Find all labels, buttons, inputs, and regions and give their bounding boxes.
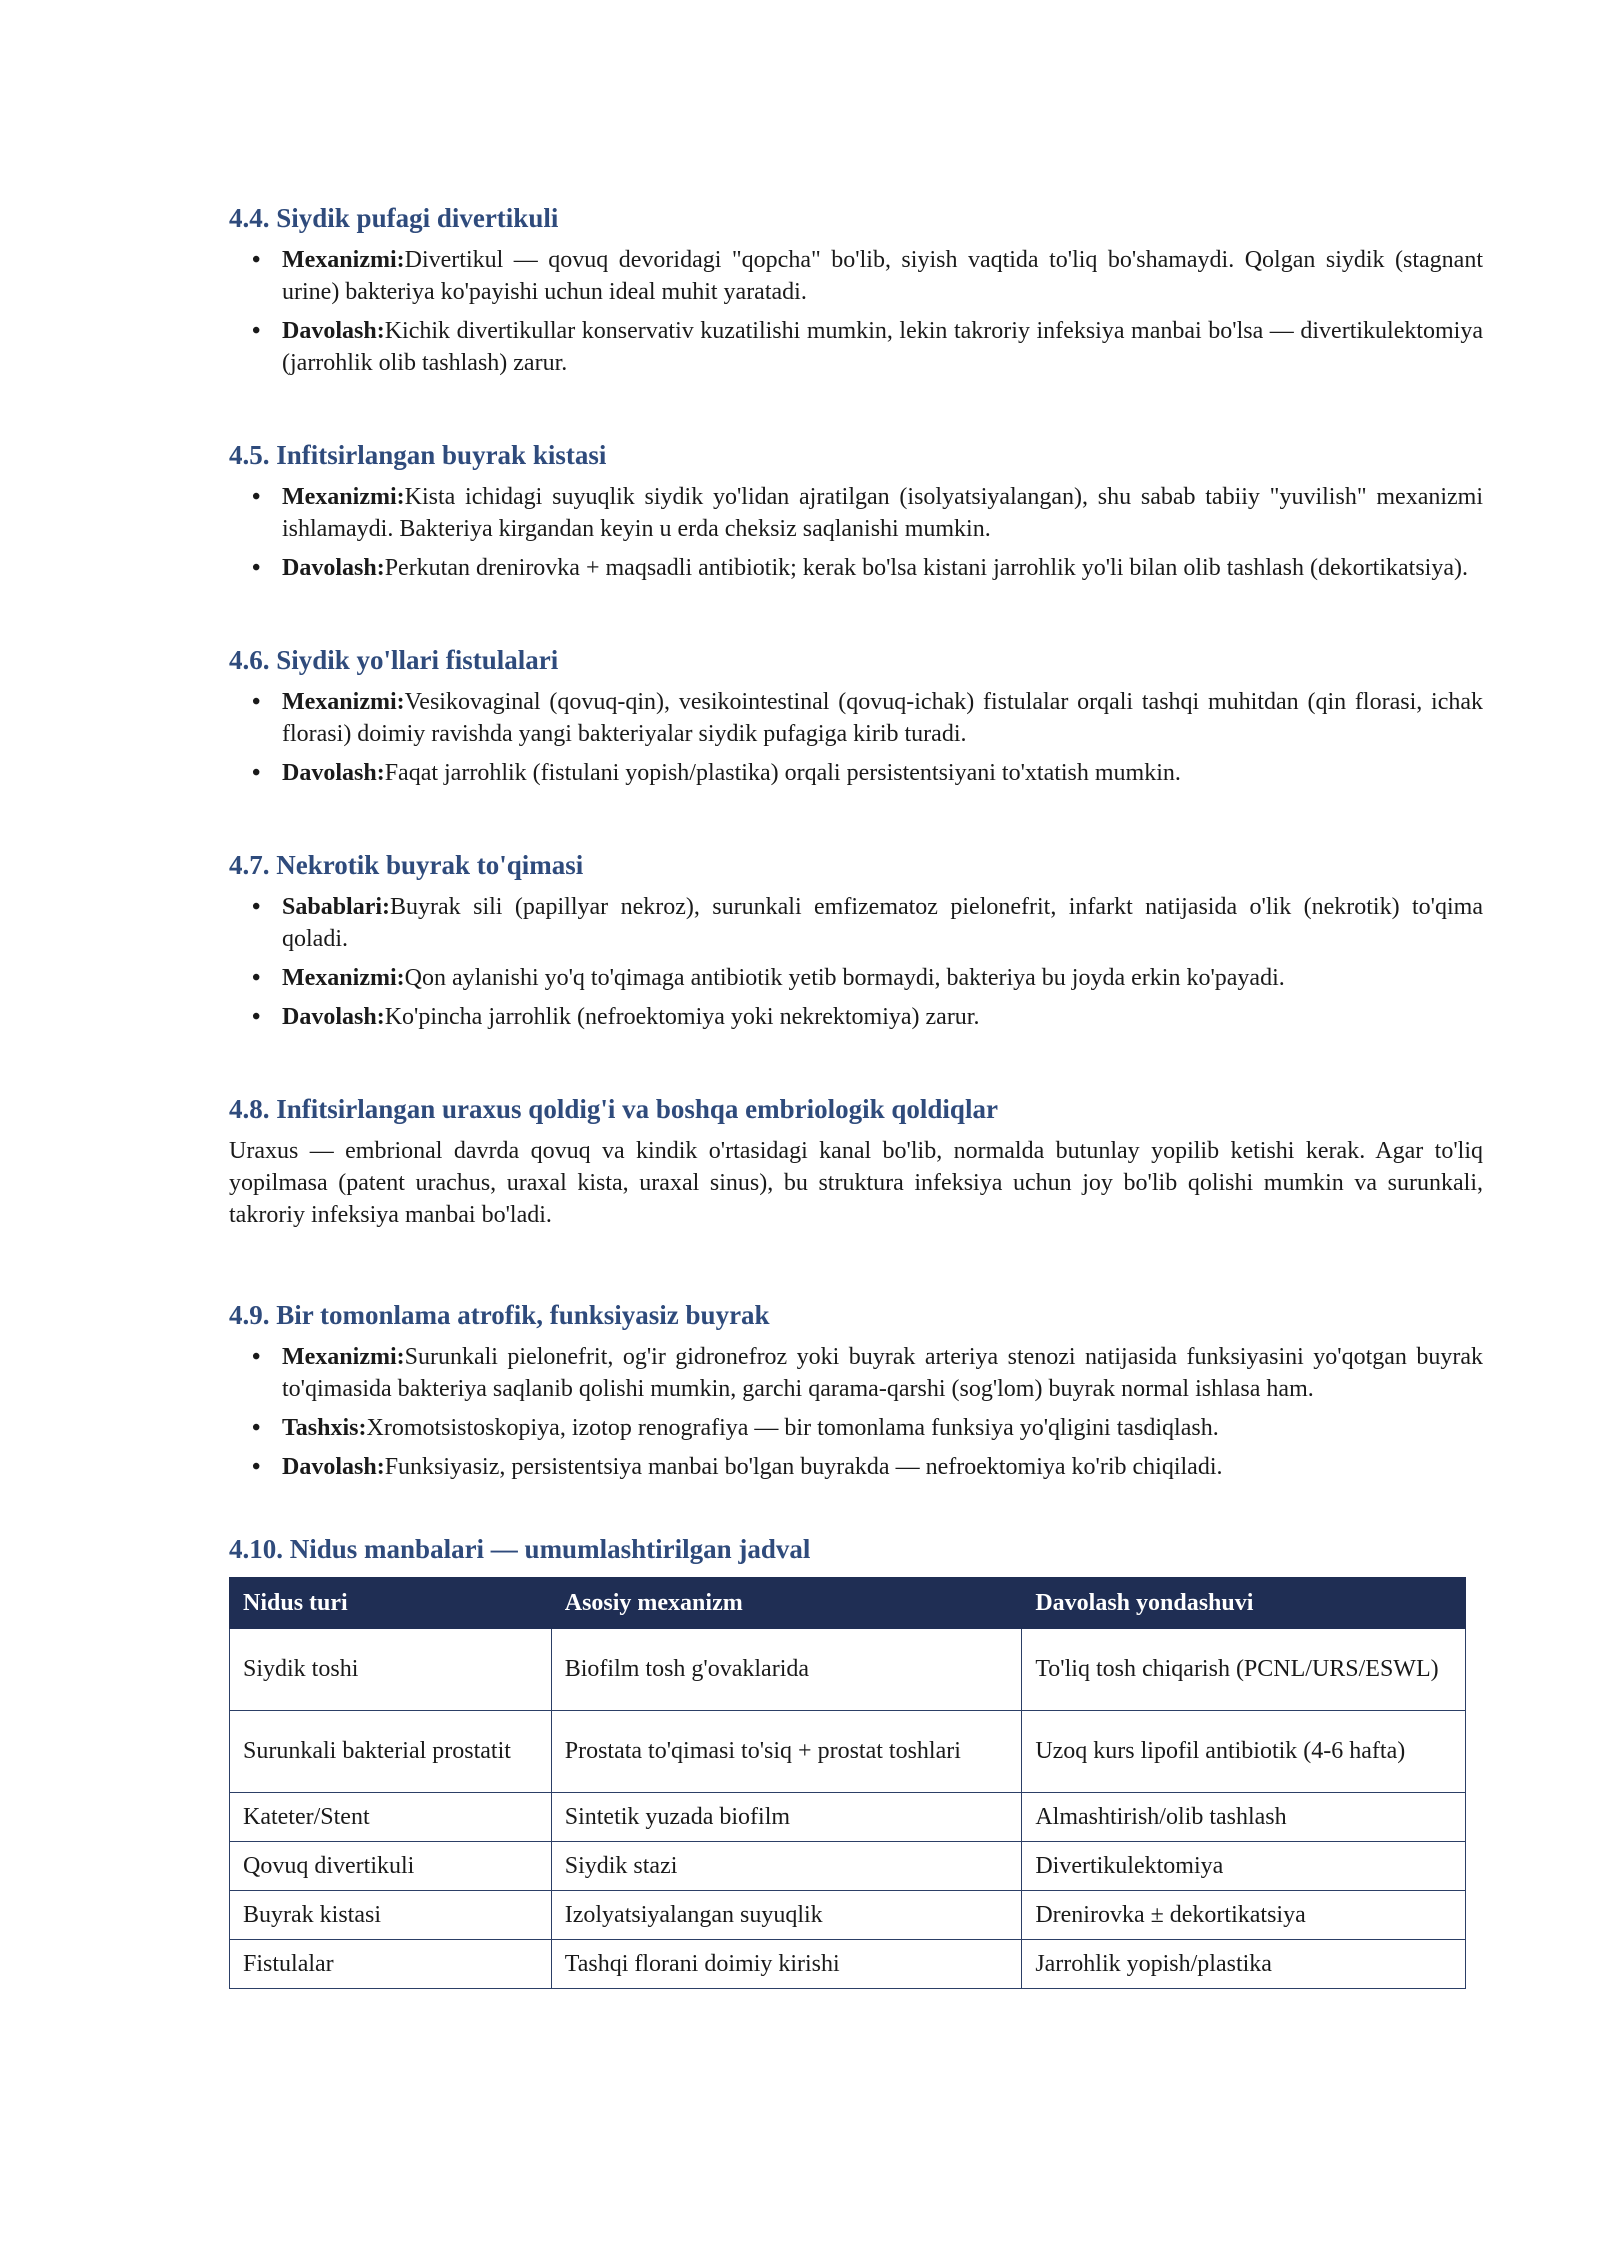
section-heading: 4.7. Nekrotik buyrak to'qimasi	[229, 850, 584, 880]
table-cell: Divertikulektomiya	[1022, 1842, 1466, 1891]
page-content	[229, 200, 1483, 1989]
list-item	[229, 1451, 1483, 1483]
section-4-9	[229, 1297, 1483, 1483]
item-text: Perkutan drenirovka + maqsadli antibiotik; kerak bo'lsa kistani jarrohlik yo'li bilan olib tashlash (dekortikatsiya).	[384, 555, 1468, 581]
list-item	[229, 686, 1483, 750]
table-cell: Fistulalar	[230, 1940, 552, 1989]
item-text: Faqat jarrohlik (fistulani yopish/plastika) orqali persistentsiyani to'xtatish mumkin.	[384, 760, 1181, 786]
table-row	[230, 1793, 1466, 1842]
item-text: Xromotsistoskopiya, izotop renografiya — bir tomonlama funksiya yo'qligini tasdiqlash.	[366, 1415, 1219, 1441]
bullet-icon: •	[252, 1415, 261, 1441]
bullet-icon: •	[252, 965, 261, 991]
item-text: Kichik divertikullar konservativ kuzatilishi mumkin, lekin takroriy infeksiya manbai bo'lsa — divertikulektomiya (jarrohlik olib tashlash) zarur.	[282, 318, 1483, 376]
bullet-list	[229, 686, 1483, 789]
bullet-icon: •	[252, 318, 261, 344]
bullet-list	[229, 481, 1483, 584]
item-label: Mexanizmi:	[282, 1344, 405, 1370]
item-label: Tashxis:	[282, 1415, 367, 1441]
table-header-row	[230, 1578, 1466, 1629]
section-paragraph: Uraxus — embrional davrda qovuq va kindik o'rtasidagi kanal bo'lib, normalda butunlay yopilib ketishi kerak. Agar to'liq yopilmasa (patent urachus, uraxal kista, uraxal sinus), bu struktura infeksiya uchun joy bo'lib qolishi mumkin va surunkali, takroriy infeksiya manbai bo'ladi.	[229, 1138, 1483, 1228]
item-label: Davolash:	[282, 555, 385, 581]
section-4-5	[229, 437, 1483, 584]
column-header: Asosiy mexanizm	[551, 1578, 1022, 1629]
list-item	[229, 315, 1483, 379]
list-item	[229, 757, 1483, 789]
table-row	[230, 1711, 1466, 1793]
item-text: Qon aylanishi yo'q to'qimaga antibiotik yetib bormaydi, bakteriya bu joyda erkin ko'payadi.	[404, 965, 1285, 991]
bullet-icon: •	[252, 760, 261, 786]
table-cell: Tashqi florani doimiy kirishi	[551, 1940, 1022, 1989]
column-header: Davolash yondashuvi	[1022, 1578, 1466, 1629]
list-item	[229, 481, 1483, 545]
table-cell: Jarrohlik yopish/plastika	[1022, 1940, 1466, 1989]
list-item	[229, 1001, 1483, 1033]
item-label: Sabablari:	[282, 894, 391, 920]
section-heading: 4.8. Infitsirlangan uraxus qoldig'i va boshqa embriologik qoldiqlar	[229, 1094, 998, 1124]
bullet-icon: •	[252, 484, 261, 510]
bullet-list	[229, 244, 1483, 379]
item-text: Divertikul — qovuq devoridagi "qopcha" bo'lib, siyish vaqtida to'liq bo'shamaydi. Qolgan siydik (stagnant urine) bakteriya ko'payishi uchun ideal muhit yaratadi.	[282, 247, 1483, 305]
table-row	[230, 1842, 1466, 1891]
item-text: Ko'pincha jarrohlik (nefroektomiya yoki nekrektomiya) zarur.	[384, 1004, 980, 1030]
bullet-icon: •	[252, 689, 261, 715]
section-4-4	[229, 200, 1483, 379]
item-label: Davolash:	[282, 1454, 385, 1480]
section-heading: 4.4. Siydik pufagi divertikuli	[229, 203, 559, 233]
item-text: Buyrak sili (papillyar nekroz), surunkali emfizematoz pielonefrit, infarkt natijasida o'lik (nekrotik) to'qima qoladi.	[282, 894, 1483, 952]
bullet-list	[229, 1341, 1483, 1483]
item-text: Kista ichidagi suyuqlik siydik yo'lidan ajratilgan (isolyatsiyalangan), shu sabab tabiiy "yuvilish" mexanizmi ishlamaydi. Bakteriya kirgandan keyin u erda cheksiz saqlanishi mumkin.	[282, 484, 1483, 542]
section-heading: 4.5. Infitsirlangan buyrak kistasi	[229, 440, 607, 470]
table-cell: Drenirovka ± dekortikatsiya	[1022, 1891, 1466, 1940]
item-label: Mexanizmi:	[282, 484, 405, 510]
item-text: Surunkali pielonefrit, og'ir gidronefroz yoki buyrak arteriya stenozi natijasida funksiyasini yo'qotgan buyrak to'qimasida bakteriya saqlanib qolishi mumkin, garchi qarama-qarshi (sog'lom) buyrak normal ishlasa ham.	[282, 1344, 1483, 1402]
table-row	[230, 1629, 1466, 1711]
list-item	[229, 962, 1483, 994]
item-text: Funksiyasiz, persistentsiya manbai bo'lgan buyrakda — nefroektomiya ko'rib chiqiladi.	[384, 1454, 1223, 1480]
list-item	[229, 1341, 1483, 1405]
table-cell: Siydik stazi	[551, 1842, 1022, 1891]
section-4-6	[229, 642, 1483, 789]
table-cell: Kateter/Stent	[230, 1793, 552, 1842]
bullet-icon: •	[252, 1344, 261, 1370]
table-cell: Surunkali bakterial prostatit	[230, 1711, 552, 1793]
summary-table	[229, 1577, 1466, 1989]
table-cell: Prostata to'qimasi to'siq + prostat toshlari	[551, 1711, 1022, 1793]
item-label: Davolash:	[282, 318, 385, 344]
table-cell: Uzoq kurs lipofil antibiotik (4-6 hafta)	[1022, 1711, 1466, 1793]
bullet-list	[229, 891, 1483, 1033]
item-label: Mexanizmi:	[282, 689, 405, 715]
table-cell: Almashtirish/olib tashlash	[1022, 1793, 1466, 1842]
table-cell: Siydik toshi	[230, 1629, 552, 1711]
item-text: Vesikovaginal (qovuq-qin), vesikointestinal (qovuq-ichak) fistulalar orqali tashqi muhitdan (qin florasi, ichak florasi) doimiy ravishda yangi bakteriyalar siydik pufagiga kirib turadi.	[282, 689, 1483, 747]
table-cell: Izolyatsiyalangan suyuqlik	[551, 1891, 1022, 1940]
bullet-icon: •	[252, 1004, 261, 1030]
item-label: Mexanizmi:	[282, 247, 405, 273]
table-row	[230, 1940, 1466, 1989]
column-header: Nidus turi	[230, 1578, 552, 1629]
table-cell: Biofilm tosh g'ovaklarida	[551, 1629, 1022, 1711]
table-cell: Qovuq divertikuli	[230, 1842, 552, 1891]
bullet-icon: •	[252, 894, 261, 920]
list-item	[229, 552, 1483, 584]
table-row	[230, 1891, 1466, 1940]
section-4-7	[229, 847, 1483, 1033]
table-cell: To'liq tosh chiqarish (PCNL/URS/ESWL)	[1022, 1629, 1466, 1711]
section-heading: 4.6. Siydik yo'llari fistulalari	[229, 645, 559, 675]
item-label: Davolash:	[282, 760, 385, 786]
bullet-icon: •	[252, 555, 261, 581]
bullet-icon: •	[252, 1454, 261, 1480]
table-cell: Buyrak kistasi	[230, 1891, 552, 1940]
item-label: Davolash:	[282, 1004, 385, 1030]
section-heading: 4.9. Bir tomonlama atrofik, funksiyasiz buyrak	[229, 1300, 770, 1330]
bullet-icon: •	[252, 247, 261, 273]
section-heading: 4.10. Nidus manbalari — umumlashtirilgan jadval	[229, 1534, 811, 1564]
list-item	[229, 1412, 1483, 1444]
item-label: Mexanizmi:	[282, 965, 405, 991]
list-item	[229, 244, 1483, 308]
table-cell: Sintetik yuzada biofilm	[551, 1793, 1022, 1842]
section-4-10	[229, 1531, 1483, 1989]
list-item	[229, 891, 1483, 955]
section-4-8	[229, 1091, 1483, 1231]
